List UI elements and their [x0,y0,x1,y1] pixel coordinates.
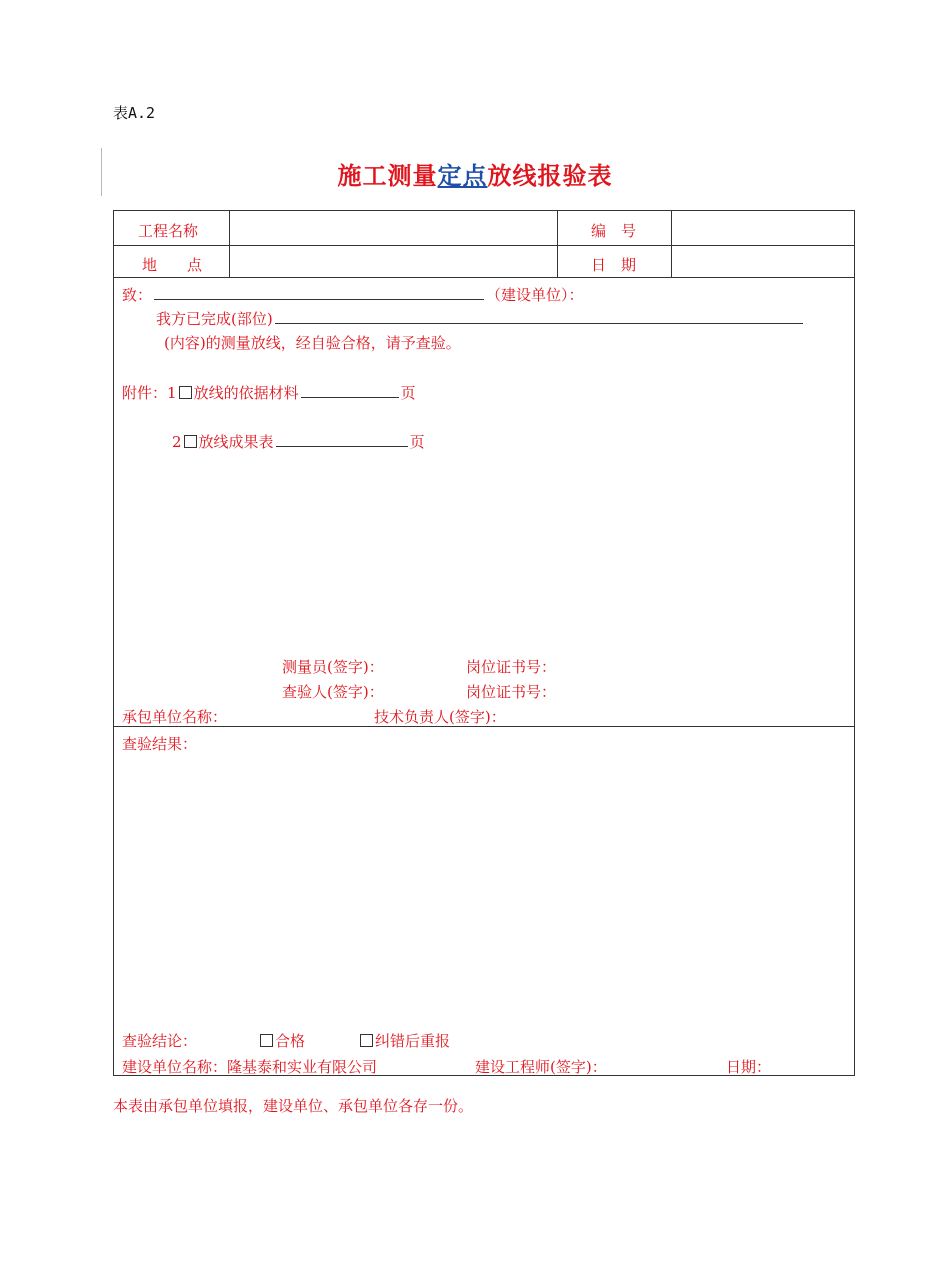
completed-label: 我方已完成(部位) [156,310,273,328]
pass-checkbox[interactable] [260,1034,273,1047]
project-name-label: 工程名称 [138,222,199,240]
resubmit-option[interactable] [358,1030,450,1051]
surveyor-cert-label: 岗位证书号： [466,658,557,676]
result-label: 查验结果： [122,735,198,753]
location-blank[interactable] [275,309,803,324]
engineer-label: 建设工程师(签字)： [475,1058,607,1076]
date-header-label: 日 期 [591,256,637,274]
pass-option[interactable] [258,1030,305,1051]
title-part-2: 定点 [437,162,488,190]
conclusion-label: 查验结论： [122,1032,198,1050]
attach2-pages-blank[interactable] [276,432,408,447]
attach-label: 附件： [122,384,168,402]
owner-line [122,1056,377,1077]
title-part-3: 放线报验表 [487,162,613,190]
attach1-page-unit: 页 [400,384,416,402]
attach1-prefix: 1 [167,384,177,402]
to-label: 致： [122,286,153,304]
attach1-pages-blank[interactable] [301,383,399,398]
attach2-prefix: 2 [172,433,182,451]
resubmit-label: 纠错后重报 [375,1032,451,1050]
header-col-1 [229,211,230,277]
pass-label: 合格 [275,1032,306,1050]
header-row-divider [114,245,854,246]
header-col-2 [557,211,558,277]
footer-note: 本表由承包单位填报，建设单位、承包单位各存一份。 [113,1097,474,1115]
header-col-3 [671,211,672,277]
tech-lead-label: 技术负责人(签字)： [374,708,506,726]
contractor-label: 承包单位名称： [122,708,228,726]
content-line: (内容)的测量放线，经自验合格，请予查验。 [164,334,461,352]
owner-value: 隆基泰和实业有限公司 [227,1058,378,1076]
inspector-label: 查验人(签字)： [282,683,384,701]
owner-label: 建设单位名称： [122,1058,228,1076]
completed-line [156,308,805,329]
surveyor-label: 测量员(签字)： [282,658,384,676]
unit-suffix: （建设单位）： [486,286,584,304]
attachment-1 [122,382,416,403]
resubmit-checkbox[interactable] [360,1034,373,1047]
number-label: 编 号 [591,222,637,240]
attach1-text: 放线的依据材料 [193,384,299,402]
attach2-checkbox[interactable] [184,435,197,448]
attach2-text: 放线成果表 [198,433,274,451]
result-date-label: 日期： [726,1058,772,1076]
table-number-label: 表A.2 [113,104,156,122]
title-part-1: 施工测量 [337,162,438,190]
attachment-2 [172,431,425,452]
form-title [0,156,950,191]
header-bottom-divider [114,277,854,278]
to-line [122,284,584,305]
inspection-form [113,210,855,1076]
owner-unit-blank[interactable] [154,285,484,300]
attach2-page-unit: 页 [409,433,425,451]
inspector-cert-label: 岗位证书号： [466,683,557,701]
attach1-checkbox[interactable] [179,386,192,399]
location-label: 地 点 [142,256,203,274]
